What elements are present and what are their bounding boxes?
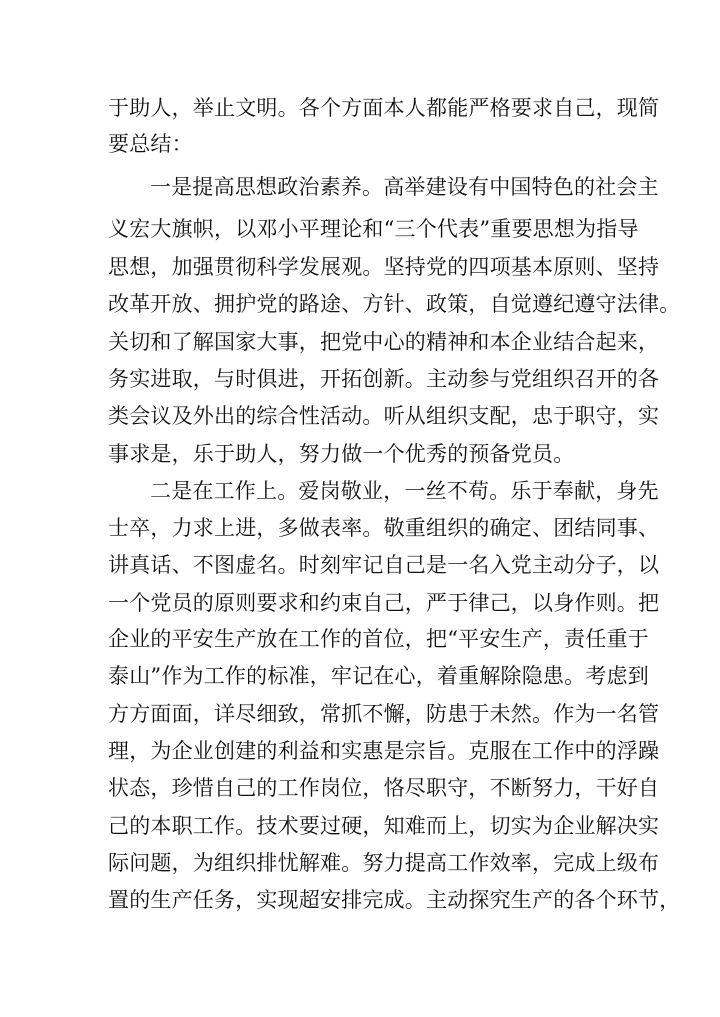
text-line: 思想，加强贯彻科学发展观。坚持党的四项基本原则、坚持 [108,255,660,279]
text-line: 关切和了解国家大事，把党中心的精神和本企业结合起来， [108,330,660,354]
text-line: 企业的平安生产放在工作的首位，把“平安生产，责任重于 [108,627,649,651]
text-line: 方方面面，详尽细致，常抓不懈，防患于未然。作为一名管 [108,702,660,726]
text-line: 己的本职工作。技术要过硬，知难而上，切实为企业解决实 [108,814,660,838]
text-line: 事求是，乐于助人，努力做一个优秀的预备党员。 [108,442,575,466]
text-line: 讲真话、不图虚名。时刻牢记自己是一名入党主动分子，以 [108,553,660,577]
text-line: 理，为企业创建的利益和实惠是宗旨。克服在工作中的浮躁 [108,739,660,763]
text-line: 状态，珍惜自己的工作岗位，恪尽职守，不断努力，干好自 [108,776,660,800]
text-line: 义宏大旗帜，以邓小平理论和“三个代表”重要思想为指导 [108,217,639,241]
paragraph-first-line: 一是提高思想政治素养。高举建设有中国特色的社会主 [150,175,659,199]
text-line: 要总结： [108,132,193,156]
text-line: 改革开放、拥护党的路途、方针、政策，自觉遵纪遵守法律。 [108,292,681,316]
text-line: 一个党员的原则要求和约束自己，严于律己，以身作则。把 [108,591,660,615]
text-line: 类会议及外出的综合性活动。听从组织支配，忠于职守，实 [108,404,660,428]
paragraph-first-line: 二是在工作上。爱岗敬业，一丝不苟。乐于奉献，身先 [150,479,659,503]
text-line: 于助人，举止文明。各个方面本人都能严格要求自己，现简 [108,96,660,120]
text-line: 际问题，为组织排忧解难。努力提高工作效率，完成上级布 [108,851,660,875]
text-line: 士卒，力求上进，多做表率。敬重组织的确定、团结同事、 [108,516,660,540]
text-line: 泰山”作为工作的标准，牢记在心，着重解除隐患。考虑到 [108,664,649,688]
text-line: 务实进取，与时俱进，开拓创新。主动参与党组织召开的各 [108,367,660,391]
text-line: 置的生产任务，实现超安排完成。主动探究生产的各个环节， [108,888,681,912]
